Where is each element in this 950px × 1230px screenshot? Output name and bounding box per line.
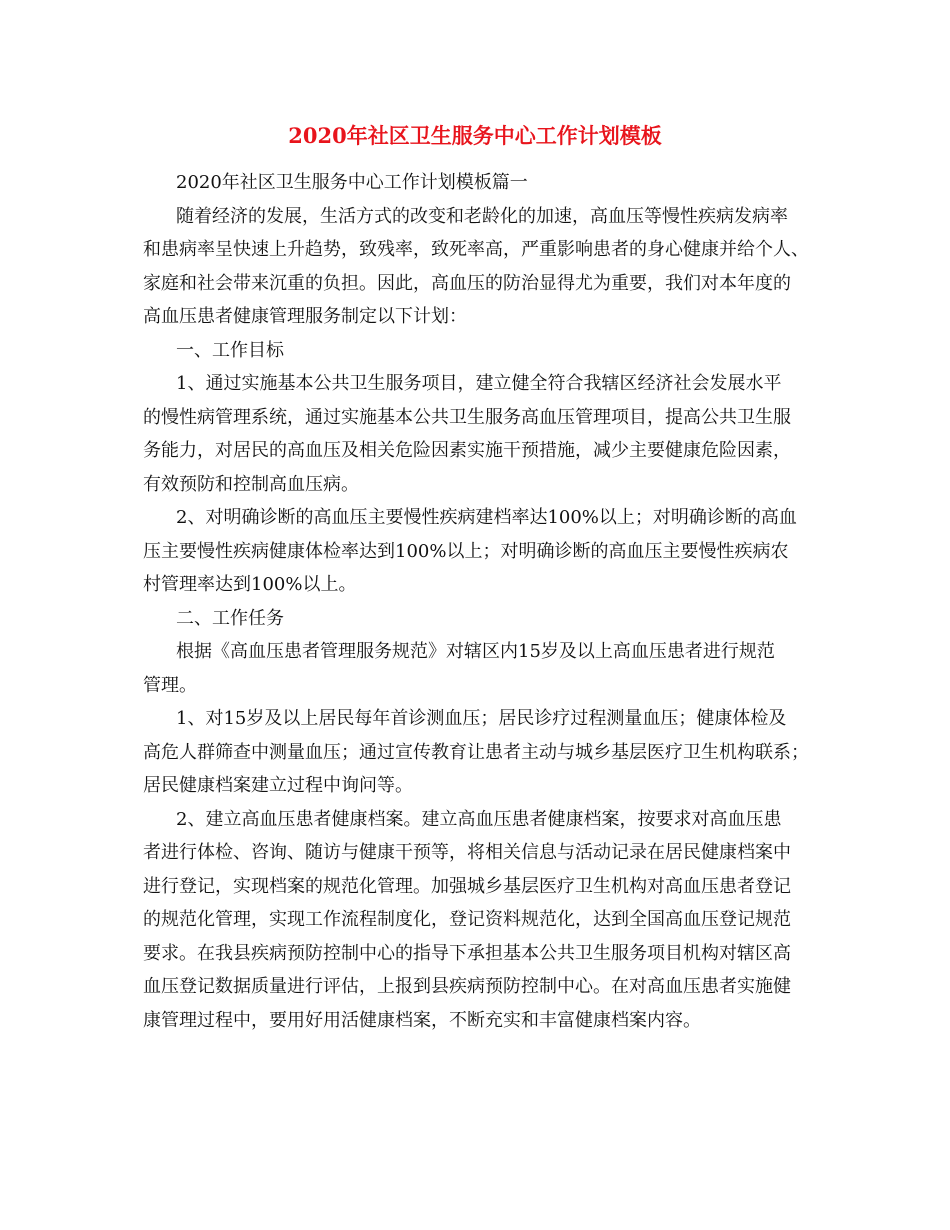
- text-line: 的慢性病管理系统，通过实施基本公共卫生服务高血压管理项目，提高公共卫生服: [143, 406, 791, 428]
- paragraph: [143, 367, 833, 501]
- text-line: 村管理率达到100%以上。: [143, 574, 357, 595]
- document-title: 2020年社区卫生服务中心工作计划模板: [288, 123, 662, 148]
- text-line: 的规范化管理，实现工作流程制度化，登记资料规范化，达到全国高血压登记规范: [143, 909, 791, 930]
- paragraph: [143, 803, 833, 1038]
- paragraph: [143, 200, 833, 334]
- text-line: 二、工作任务: [176, 607, 284, 629]
- text-line: 管理。: [143, 674, 197, 696]
- text-line: 务能力，对居民的高血压及相关危险因素实施干预措施，减少主要健康危险因素，: [143, 440, 791, 461]
- text-line: 要求。在我县疾病预防控制中心的指导下承担基本公共卫生服务项目机构对辖区高: [143, 942, 791, 964]
- text-line: 有效预防和控制高血压病。: [143, 473, 359, 495]
- text-line: 2、对明确诊断的高血压主要慢性疾病建档率达100%以上；对明确诊断的高血: [176, 507, 797, 528]
- text-line: 1、通过实施基本公共卫生服务项目，建立健全符合我辖区经济社会发展水平: [176, 373, 782, 394]
- text-line: 高危人群筛查中测量血压；通过宣传教育让患者主动与城乡基层医疗卫生机构联系；: [143, 741, 809, 763]
- paragraph: [143, 501, 833, 602]
- text-line: 根据《高血压患者管理服务规范》对辖区内15岁及以上高血压患者进行规范: [176, 641, 775, 662]
- text-line: 和患病率呈快速上升趋势，致残率，致死率高，严重影响患者的身心健康并给个人、: [143, 239, 809, 260]
- text-line: 居民健康档案建立过程中询问等。: [143, 775, 413, 796]
- text-line: 进行登记，实现档案的规范化管理。加强城乡基层医疗卫生机构对高血压患者登记: [143, 875, 791, 897]
- paragraph: [143, 602, 833, 636]
- text-line: 一、工作目标: [176, 339, 284, 361]
- text-line: 1、对15岁及以上居民每年首诊测血压；居民诊疗过程测量血压；健康体检及: [176, 708, 787, 729]
- paragraph: [143, 334, 833, 368]
- paragraph: [143, 702, 833, 803]
- text-line: 血压登记数据质量进行评估，上报到县疾病预防控制中心。在对高血压患者实施健: [143, 976, 791, 997]
- text-line: 压主要慢性疾病健康体检率达到100%以上；对明确诊断的高血压主要慢性疾病农: [143, 540, 789, 562]
- text-line: 高血压患者健康管理服务制定以下计划：: [143, 306, 467, 327]
- paragraph: [143, 635, 833, 702]
- document-body: [143, 166, 833, 1037]
- text-line: 康管理过程中，要用好用活健康档案，不断充实和丰富健康档案内容。: [143, 1009, 701, 1031]
- text-line: 2、建立高血压患者健康档案。建立高血压患者健康档案，按要求对高血压患: [176, 808, 782, 830]
- text-line: 2020年社区卫生服务中心工作计划模板篇一: [176, 172, 528, 193]
- text-line: 家庭和社会带来沉重的负担。因此，高血压的防治显得尤为重要，我们对本年度的: [143, 272, 791, 294]
- text-line: 者进行体检、咨询、随访与健康干预等，将相关信息与活动记录在居民健康档案中: [143, 842, 791, 863]
- text-line: 随着经济的发展，生活方式的改变和老龄化的加速，高血压等慢性疾病发病率: [176, 205, 788, 227]
- paragraph: [143, 166, 833, 200]
